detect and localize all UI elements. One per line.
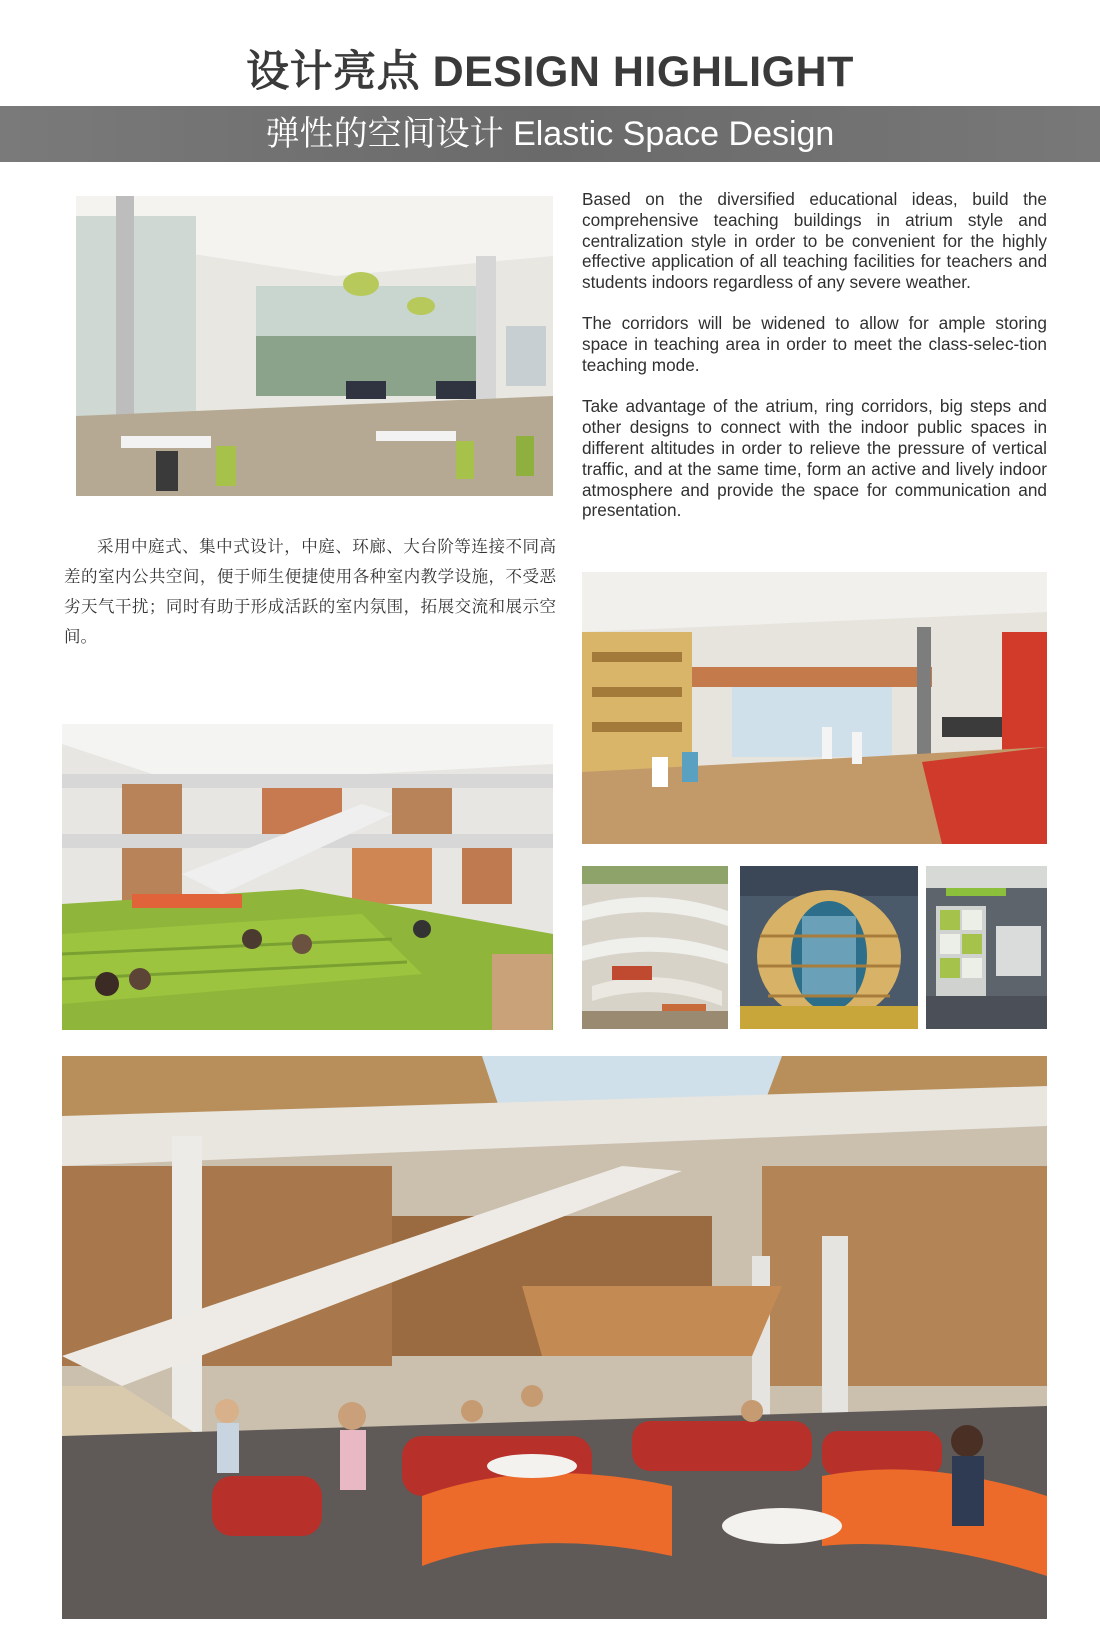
english-description	[582, 189, 1047, 542]
photo-cafeteria	[76, 196, 553, 496]
paragraph-en-1: Based on the diversified educational ideas, build the comprehensive teaching buildings in atrium style and centralization style in order to be convenient for the highly effective application of all teaching facilities for teachers and students indoors regardless of any severe weather.	[582, 189, 1047, 293]
page-title: 设计亮点 DESIGN HIGHLIGHT	[246, 48, 854, 96]
paragraph-en-2: The corridors will be widened to allow for ample storing space in teaching area in order to meet the class-selec-tion teaching mode.	[582, 313, 1047, 376]
photo-library-reading-area	[582, 572, 1047, 844]
photo-atrium-green-steps	[62, 724, 553, 1030]
photo-reading-pod	[740, 866, 918, 1029]
paragraph-en-3: Take advantage of the atrium, ring corridors, big steps and other designs to connect with the indoor public spaces in different altitudes in order to relieve the pressure of vertical traffic, and at the same time, form an active and lively indoor atmosphere and provide the space for communication and presentation.	[582, 396, 1047, 521]
photo-main-lobby	[62, 1056, 1047, 1619]
section-banner	[0, 106, 1100, 162]
photo-ring-corridors	[582, 866, 728, 1029]
photo-locker-corridor	[926, 866, 1047, 1029]
chinese-description: 采用中庭式、集中式设计，中庭、环廊、大台阶等连接不同高差的室内公共空间，便于师生便捷使用各种室内教学设施，不受恶劣天气干扰；同时有助于形成活跃的室内氛围，拓展交流和展示空间。	[64, 537, 556, 646]
section-subtitle: 弹性的空间设计 Elastic Space Design	[265, 115, 835, 153]
